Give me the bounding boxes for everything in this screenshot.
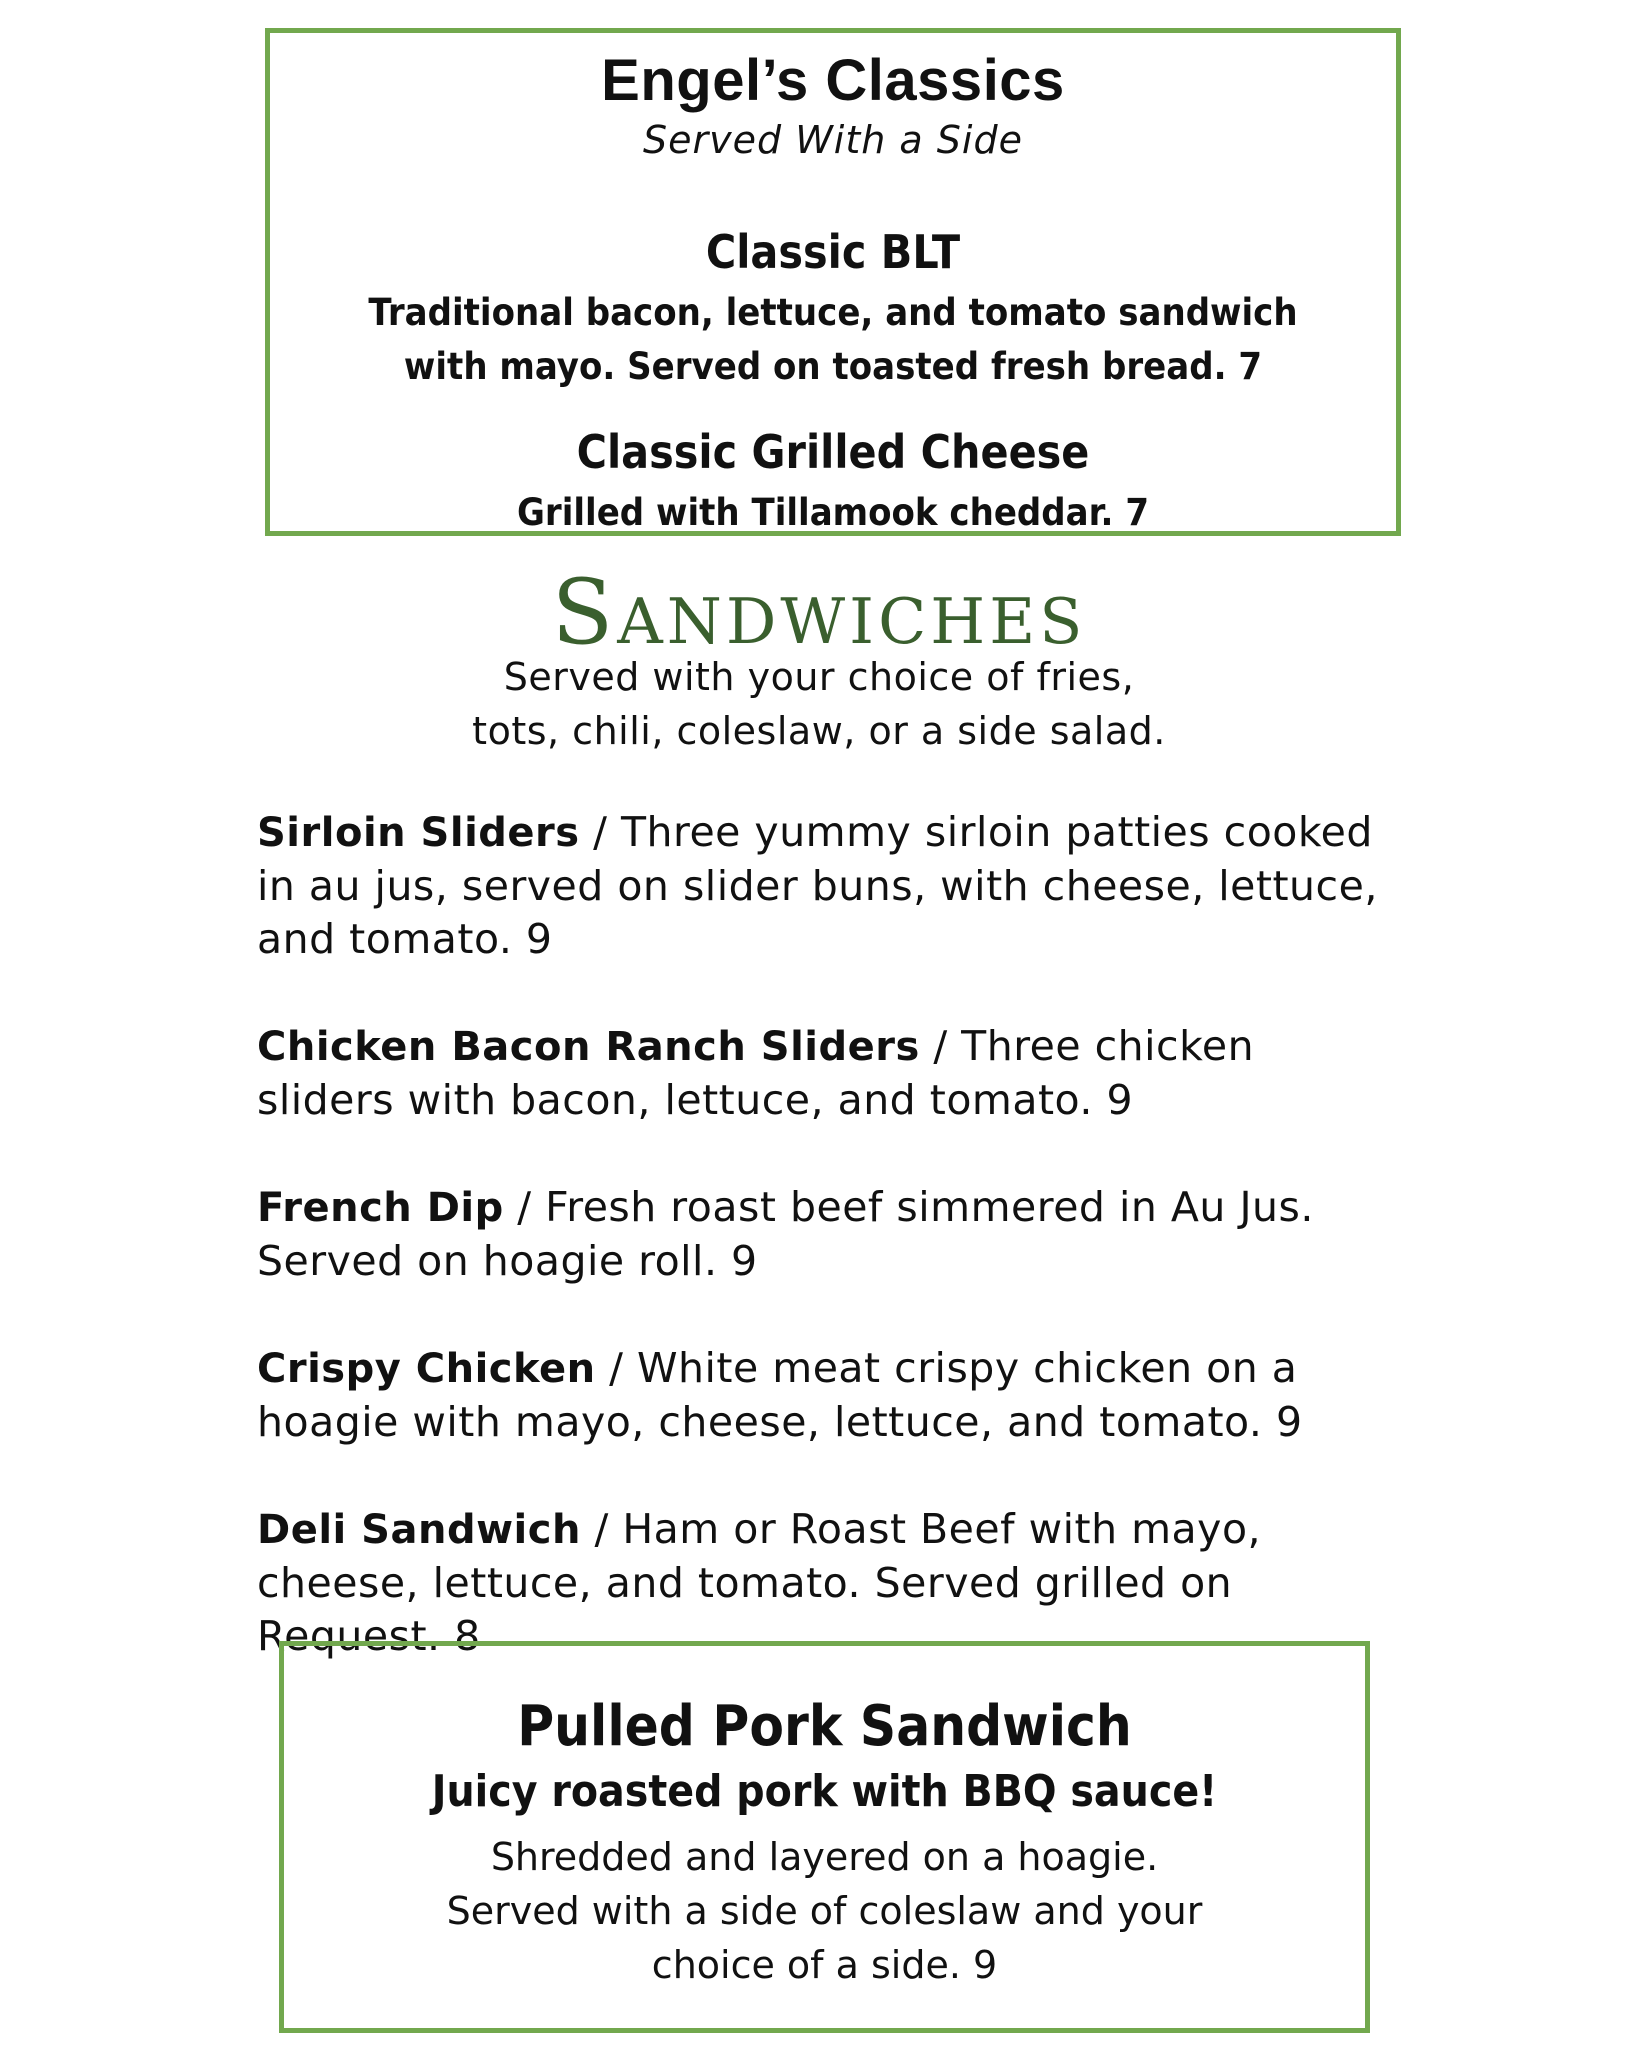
- menu-item-name: Deli Sandwich: [257, 1507, 581, 1553]
- pulled-pork-description: [284, 1830, 1365, 1992]
- description-line: choice of a side. 9: [651, 1943, 998, 1987]
- sandwich-list: [257, 806, 1397, 1717]
- menu-item-french-dip: [257, 1181, 1397, 1288]
- classic-grilled-cheese-name: Classic Grilled Cheese: [576, 425, 1090, 479]
- description-line: Grilled with Tillamook cheddar. 7: [516, 491, 1150, 534]
- classics-subtitle: Served With a Side: [643, 118, 1023, 162]
- pulled-pork-tagline: Juicy roasted pork with BBQ sauce!: [431, 1766, 1218, 1817]
- menu-item-deli-sandwich: [257, 1503, 1397, 1663]
- subtitle-line: Served with your choice of fries,: [503, 655, 1135, 699]
- sandwiches-subtitle: [0, 650, 1638, 758]
- classics-box: [265, 28, 1401, 536]
- classic-blt-name: Classic BLT: [705, 225, 961, 279]
- subtitle-line: tots, chili, coleslaw, or a side salad.: [472, 709, 1166, 753]
- menu-item-crispy-chicken: [257, 1342, 1397, 1449]
- sandwiches-title: Sandwiches: [551, 560, 1087, 665]
- classic-blt-description: [315, 286, 1351, 394]
- menu-item-description: / Fresh roast beef simmered in Au Jus. Served on hoagie roll. 9: [257, 1183, 1314, 1285]
- classic-grilled-cheese-description: [315, 486, 1351, 540]
- menu-item-description: / Three chicken sliders with bacon, lettuce, and tomato. 9: [257, 1022, 1255, 1124]
- menu-item-name: Chicken Bacon Ranch Sliders: [257, 1024, 920, 1070]
- description-line: with mayo. Served on toasted fresh bread. 7: [403, 345, 1263, 388]
- menu-item-description: / Ham or Roast Beef with mayo, cheese, lettuce, and tomato. Served grilled on Request. 8: [257, 1505, 1262, 1660]
- description-line: Shredded and layered on a hoagie.: [490, 1835, 1159, 1879]
- menu-item-name: French Dip: [257, 1185, 504, 1231]
- pulled-pork-title: Pulled Pork Sandwich: [517, 1694, 1132, 1759]
- description-line: Served with a side of coleslaw and your: [446, 1889, 1203, 1933]
- pulled-pork-box: [279, 1641, 1370, 2033]
- description-line: Traditional bacon, lettuce, and tomato sandwich: [368, 291, 1298, 334]
- classics-title: Engel’s Classics: [601, 48, 1065, 113]
- menu-item-sirloin-sliders: [257, 806, 1397, 966]
- menu-item-name: Sirloin Sliders: [257, 810, 580, 856]
- menu-item-name: Crispy Chicken: [257, 1346, 596, 1392]
- menu-item-description: / White meat crispy chicken on a hoagie with mayo, cheese, lettuce, and tomato. 9: [257, 1344, 1303, 1446]
- menu-item-chicken-bacon-ranch-sliders: [257, 1020, 1397, 1127]
- menu-item-description: / Three yummy sirloin patties cooked in au jus, served on slider buns, with cheese, lettuce, and tomato. 9: [257, 808, 1378, 963]
